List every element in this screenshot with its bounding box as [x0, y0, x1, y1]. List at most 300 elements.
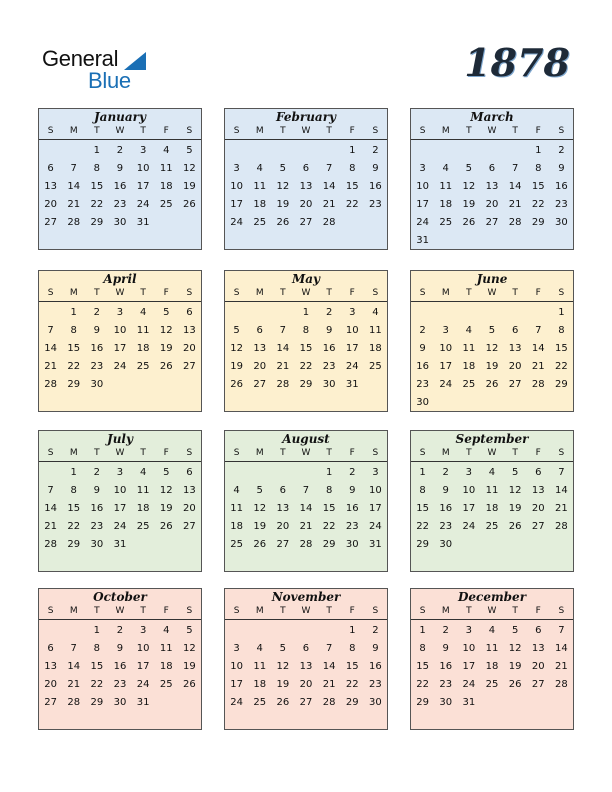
day-cell: 7: [325, 163, 333, 174]
weekday-header: [39, 125, 201, 140]
day-cell: 5: [511, 467, 519, 478]
day-cell: 29: [345, 697, 359, 708]
month-title: December: [457, 590, 527, 604]
day-cell: 1: [93, 625, 101, 636]
empty-cell: [480, 142, 503, 160]
month-title: April: [103, 272, 137, 286]
day-cell: 11: [136, 485, 150, 496]
day-cell: 16: [369, 181, 382, 192]
day-cell: 15: [345, 181, 359, 192]
day-cell: 26: [183, 679, 196, 690]
day-cell: 20: [44, 199, 57, 210]
day-cell: 27: [276, 539, 290, 550]
day-cell: 23: [416, 379, 429, 390]
day-cell: 31: [416, 235, 429, 246]
weekday-label: T: [140, 288, 146, 298]
weekday-label: T: [326, 448, 332, 458]
month-title: February: [275, 110, 336, 124]
day-cell: 19: [183, 661, 196, 672]
day-cell: 24: [113, 361, 127, 372]
weekday-label: F: [349, 448, 355, 458]
day-cell: 6: [186, 467, 193, 478]
day-cell: 12: [183, 163, 196, 174]
day-cell: 25: [462, 379, 476, 390]
day-cell: 26: [485, 379, 499, 390]
weekday-header: [225, 447, 387, 462]
day-cell: 24: [113, 521, 127, 532]
weekday-label: T: [326, 288, 332, 298]
day-grid: [411, 462, 573, 554]
day-cell: 16: [113, 181, 127, 192]
day-cell: 23: [322, 361, 336, 372]
day-cell: 1: [349, 625, 356, 636]
day-cell: 22: [345, 199, 359, 210]
day-cell: 14: [322, 181, 336, 192]
day-cell: 14: [44, 503, 57, 514]
day-cell: 4: [256, 163, 263, 174]
day-cell: 16: [439, 503, 453, 514]
day-cell: 10: [136, 163, 150, 174]
day-cell: 8: [349, 643, 356, 654]
day-cell: 24: [136, 679, 150, 690]
day-cell: 1: [349, 145, 356, 156]
day-cell: 14: [67, 181, 81, 192]
weekday-label: W: [301, 448, 311, 458]
day-cell: 20: [485, 199, 499, 210]
day-cell: 4: [139, 307, 147, 318]
weekday-header: [225, 125, 387, 140]
weekday-header: [411, 447, 573, 462]
day-cell: 14: [531, 343, 545, 354]
weekday-label: F: [349, 126, 355, 136]
month-february: [224, 108, 388, 250]
empty-cell: [318, 622, 341, 640]
day-cell: 19: [485, 361, 499, 372]
day-cell: 10: [439, 343, 453, 354]
day-cell: 18: [462, 361, 476, 372]
day-cell: 25: [485, 679, 499, 690]
day-cell: 18: [136, 343, 150, 354]
weekday-label: W: [487, 288, 497, 298]
day-cell: 15: [345, 661, 359, 672]
day-cell: 28: [44, 379, 57, 390]
day-cell: 21: [322, 679, 336, 690]
day-cell: 28: [322, 217, 336, 228]
weekday-label: F: [163, 126, 169, 136]
day-cell: 21: [555, 661, 568, 672]
weekday-label: T: [466, 126, 472, 136]
day-cell: 6: [511, 325, 519, 336]
year-title: 1878: [464, 40, 570, 85]
day-cell: 13: [531, 643, 545, 654]
day-grid: [39, 302, 201, 394]
day-cell: 13: [44, 661, 57, 672]
weekday-label: S: [558, 288, 565, 298]
day-cell: 11: [159, 643, 173, 654]
day-cell: 23: [90, 521, 104, 532]
day-cell: 8: [70, 325, 77, 336]
weekday-label: T: [326, 126, 332, 136]
day-cell: 13: [253, 343, 267, 354]
day-cell: 5: [256, 485, 263, 496]
empty-cell: [504, 142, 527, 160]
day-cell: 29: [322, 539, 336, 550]
day-cell: 13: [183, 485, 196, 496]
day-cell: 15: [67, 343, 81, 354]
day-cell: 21: [67, 199, 81, 210]
day-cell: 26: [276, 697, 290, 708]
day-cell: 10: [462, 485, 476, 496]
empty-cell: [225, 304, 248, 322]
day-cell: 29: [416, 697, 429, 708]
weekday-label: T: [466, 448, 472, 458]
empty-cell: [225, 622, 248, 640]
day-cell: 11: [485, 643, 499, 654]
month-title: September: [455, 432, 529, 446]
empty-cell: [434, 304, 457, 322]
day-cell: 22: [299, 361, 313, 372]
day-cell: 4: [372, 307, 379, 318]
day-cell: 3: [139, 625, 147, 636]
day-cell: 2: [442, 625, 449, 636]
weekday-label: W: [487, 448, 497, 458]
day-cell: 30: [113, 697, 127, 708]
day-cell: 15: [322, 503, 336, 514]
day-cell: 28: [531, 379, 545, 390]
day-cell: 21: [44, 521, 57, 532]
month-october: [38, 588, 202, 730]
day-cell: 13: [531, 485, 545, 496]
weekday-label: M: [69, 606, 78, 616]
day-cell: 29: [67, 379, 81, 390]
day-cell: 5: [163, 307, 170, 318]
day-cell: 10: [462, 643, 476, 654]
month-may: [224, 270, 388, 412]
day-grid: [225, 620, 387, 712]
day-cell: 2: [116, 625, 124, 636]
weekday-label: T: [140, 126, 146, 136]
day-cell: 24: [230, 217, 243, 228]
day-cell: 29: [555, 379, 568, 390]
day-cell: 26: [230, 379, 243, 390]
day-cell: 25: [253, 697, 267, 708]
empty-cell: [39, 142, 62, 160]
day-cell: 12: [462, 181, 476, 192]
day-cell: 26: [508, 521, 522, 532]
day-cell: 7: [47, 485, 54, 496]
day-grid: [39, 620, 201, 712]
day-grid: [411, 140, 573, 250]
day-cell: 26: [276, 217, 290, 228]
day-cell: 22: [322, 521, 336, 532]
month-april: [38, 270, 202, 412]
day-cell: 20: [531, 503, 545, 514]
day-cell: 25: [159, 679, 173, 690]
weekday-label: S: [372, 288, 379, 298]
weekday-label: W: [115, 606, 125, 616]
day-cell: 23: [369, 679, 382, 690]
day-cell: 9: [116, 163, 124, 174]
day-cell: 8: [93, 643, 101, 654]
day-cell: 9: [93, 485, 101, 496]
day-cell: 9: [442, 643, 449, 654]
day-cell: 22: [416, 679, 429, 690]
weekday-label: T: [466, 606, 472, 616]
empty-cell: [62, 142, 85, 160]
weekday-label: F: [535, 126, 541, 136]
empty-cell: [457, 142, 480, 160]
day-cell: 12: [485, 343, 499, 354]
weekday-label: T: [140, 606, 146, 616]
day-cell: 5: [186, 625, 193, 636]
day-cell: 16: [439, 661, 453, 672]
day-cell: 17: [462, 661, 476, 672]
empty-cell: [271, 464, 294, 482]
day-cell: 4: [163, 145, 170, 156]
empty-cell: [318, 142, 341, 160]
month-title: November: [271, 590, 341, 604]
month-title: July: [107, 432, 133, 446]
day-cell: 22: [67, 521, 81, 532]
weekday-label: T: [280, 606, 286, 616]
day-cell: 7: [70, 643, 77, 654]
day-cell: 12: [508, 643, 522, 654]
empty-cell: [294, 622, 317, 640]
day-cell: 14: [555, 485, 568, 496]
day-cell: 4: [233, 485, 240, 496]
day-cell: 6: [535, 467, 542, 478]
day-cell: 21: [276, 361, 290, 372]
weekday-label: M: [255, 606, 264, 616]
day-cell: 23: [113, 679, 127, 690]
weekday-label: F: [349, 606, 355, 616]
day-cell: 22: [555, 361, 568, 372]
day-cell: 6: [47, 163, 54, 174]
day-cell: 9: [325, 325, 333, 336]
day-cell: 22: [90, 679, 104, 690]
day-cell: 28: [44, 539, 57, 550]
day-grid: [39, 140, 201, 232]
day-cell: 3: [465, 467, 473, 478]
empty-cell: [294, 464, 317, 482]
day-cell: 10: [416, 181, 429, 192]
day-cell: 28: [508, 217, 522, 228]
weekday-label: W: [301, 288, 311, 298]
day-cell: 3: [139, 145, 147, 156]
day-cell: 19: [183, 181, 196, 192]
day-cell: 25: [253, 217, 267, 228]
weekday-label: T: [512, 126, 518, 136]
day-cell: 4: [139, 467, 147, 478]
day-cell: 3: [233, 643, 240, 654]
weekday-label: S: [233, 126, 240, 136]
day-cell: 27: [299, 697, 313, 708]
day-cell: 14: [508, 181, 522, 192]
day-grid: [411, 302, 573, 412]
day-cell: 10: [113, 485, 127, 496]
day-cell: 2: [93, 467, 101, 478]
day-cell: 26: [183, 199, 196, 210]
day-cell: 23: [345, 521, 359, 532]
day-cell: 11: [439, 181, 453, 192]
weekday-label: S: [186, 126, 193, 136]
day-cell: 3: [116, 467, 124, 478]
day-cell: 27: [485, 217, 499, 228]
day-cell: 17: [439, 361, 453, 372]
day-cell: 30: [369, 697, 382, 708]
day-cell: 20: [183, 503, 196, 514]
day-cell: 18: [485, 661, 499, 672]
day-cell: 31: [113, 539, 127, 550]
day-cell: 8: [93, 163, 101, 174]
weekday-label: W: [115, 126, 125, 136]
weekday-label: S: [419, 448, 426, 458]
empty-cell: [62, 622, 85, 640]
month-september: [410, 430, 574, 572]
month-august: [224, 430, 388, 572]
day-cell: 25: [136, 361, 150, 372]
day-cell: 11: [462, 343, 476, 354]
weekday-label: S: [419, 288, 426, 298]
day-cell: 23: [90, 361, 104, 372]
weekday-label: S: [419, 126, 426, 136]
day-cell: 29: [90, 217, 104, 228]
day-cell: 27: [183, 361, 196, 372]
day-cell: 18: [230, 521, 243, 532]
day-cell: 4: [465, 325, 473, 336]
day-cell: 1: [535, 145, 542, 156]
month-november: [224, 588, 388, 730]
day-cell: 28: [555, 679, 568, 690]
weekday-label: T: [94, 126, 100, 136]
day-cell: 3: [372, 467, 379, 478]
day-cell: 30: [322, 379, 336, 390]
day-cell: 19: [276, 679, 290, 690]
day-cell: 24: [462, 679, 476, 690]
day-cell: 28: [67, 697, 81, 708]
day-cell: 22: [531, 199, 545, 210]
day-cell: 1: [325, 467, 333, 478]
day-cell: 10: [369, 485, 382, 496]
day-cell: 8: [302, 325, 310, 336]
weekday-label: W: [487, 126, 497, 136]
month-title: June: [476, 272, 508, 286]
day-cell: 4: [488, 467, 496, 478]
weekday-label: S: [372, 448, 379, 458]
weekday-label: M: [441, 126, 450, 136]
day-cell: 27: [183, 521, 196, 532]
day-cell: 21: [44, 361, 57, 372]
day-cell: 27: [299, 217, 313, 228]
day-cell: 23: [439, 679, 453, 690]
month-july: [38, 430, 202, 572]
weekday-header: [39, 287, 201, 302]
day-cell: 5: [233, 325, 240, 336]
day-cell: 23: [113, 199, 127, 210]
weekday-label: M: [255, 288, 264, 298]
day-cell: 20: [276, 521, 290, 532]
day-cell: 7: [511, 163, 519, 174]
day-cell: 21: [531, 361, 545, 372]
weekday-label: S: [558, 448, 565, 458]
day-cell: 31: [136, 697, 150, 708]
day-cell: 23: [555, 199, 568, 210]
day-cell: 27: [44, 217, 57, 228]
weekday-label: M: [69, 288, 78, 298]
day-cell: 27: [531, 679, 545, 690]
day-cell: 15: [531, 181, 545, 192]
day-cell: 22: [416, 521, 429, 532]
day-cell: 6: [302, 643, 310, 654]
logo-text-general: General: [42, 46, 119, 71]
day-cell: 14: [67, 661, 81, 672]
day-cell: 19: [276, 199, 290, 210]
day-cell: 30: [345, 539, 359, 550]
day-cell: 24: [439, 379, 453, 390]
weekday-label: S: [558, 606, 565, 616]
day-cell: 11: [230, 503, 243, 514]
day-cell: 11: [136, 325, 150, 336]
empty-cell: [225, 464, 248, 482]
day-cell: 9: [116, 643, 124, 654]
day-cell: 13: [299, 181, 313, 192]
weekday-header: [39, 447, 201, 462]
logo-text-blue: Blue: [88, 68, 131, 93]
day-cell: 3: [419, 163, 426, 174]
day-cell: 13: [299, 661, 313, 672]
day-cell: 25: [136, 521, 150, 532]
day-cell: 31: [136, 217, 150, 228]
month-title: January: [94, 110, 146, 124]
day-cell: 8: [70, 485, 77, 496]
empty-cell: [39, 622, 62, 640]
month-december: [410, 588, 574, 730]
day-cell: 21: [508, 199, 522, 210]
day-cell: 29: [67, 539, 81, 550]
day-cell: 2: [325, 307, 333, 318]
day-cell: 17: [113, 503, 127, 514]
day-cell: 12: [276, 661, 290, 672]
day-cell: 8: [419, 643, 426, 654]
day-cell: 3: [442, 325, 449, 336]
day-cell: 16: [90, 343, 104, 354]
day-cell: 8: [535, 163, 542, 174]
weekday-label: S: [419, 606, 426, 616]
weekday-label: S: [233, 288, 240, 298]
day-cell: 7: [325, 643, 333, 654]
day-cell: 9: [442, 485, 449, 496]
weekday-label: W: [115, 448, 125, 458]
weekday-label: S: [186, 288, 193, 298]
day-cell: 9: [372, 643, 379, 654]
day-cell: 12: [159, 325, 173, 336]
day-cell: 12: [276, 181, 290, 192]
day-cell: 17: [230, 199, 243, 210]
day-cell: 19: [159, 503, 173, 514]
day-cell: 29: [90, 697, 104, 708]
day-cell: 23: [369, 199, 382, 210]
day-cell: 20: [508, 361, 522, 372]
day-cell: 8: [419, 485, 426, 496]
day-cell: 8: [349, 163, 356, 174]
day-cell: 10: [230, 181, 243, 192]
weekday-header: [225, 287, 387, 302]
day-cell: 1: [93, 145, 101, 156]
day-cell: 16: [345, 503, 359, 514]
weekday-label: S: [186, 448, 193, 458]
day-cell: 24: [230, 697, 243, 708]
day-cell: 2: [372, 625, 379, 636]
